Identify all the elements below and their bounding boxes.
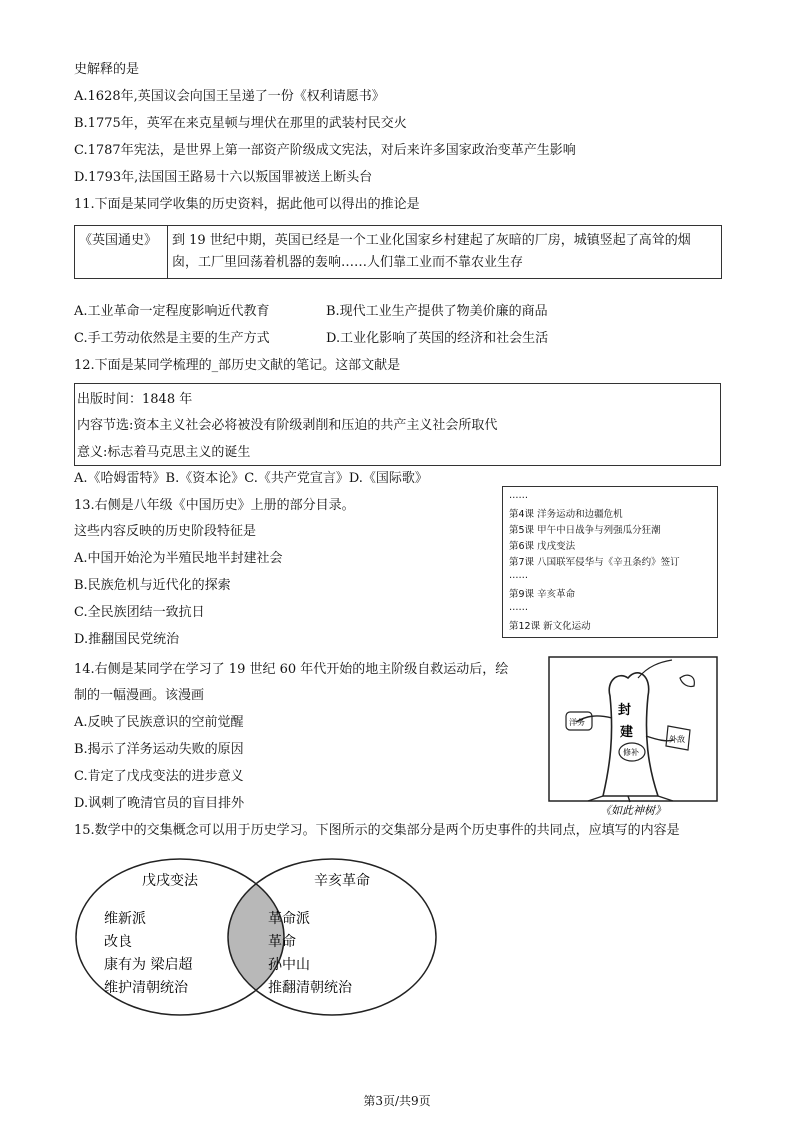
q14-cartoon — [548, 656, 718, 818]
cartoon-left-label: 洋务 — [569, 718, 585, 727]
venn-right-item: 推翻清朝统治 — [268, 980, 352, 996]
toc-line: …… — [509, 602, 528, 613]
venn-right-title: 辛亥革命 — [314, 873, 370, 889]
q11-option-d: D.工业化影响了英国的经济和社会生活 — [326, 331, 549, 346]
cartoon-fruit-label: 修补 — [623, 748, 639, 757]
toc-line: 第7课 八国联军侵华与《辛丑条约》签订 — [509, 557, 680, 568]
q11-source-title: 《英国通史》 — [75, 226, 168, 279]
q14-option-c: C.肯定了戊戌变法的进步意义 — [74, 769, 244, 784]
q13-stem: 13.右侧是八年级《中国历史》上册的部分目录。 — [74, 498, 355, 513]
venn-left-item: 康有为 梁启超 — [104, 957, 193, 973]
venn-right-item: 革命 — [268, 934, 296, 950]
q13-option-b: B.民族危机与近代化的探索 — [74, 578, 231, 593]
q14-stem-line-2: 制的一幅漫画。该漫画 — [74, 688, 205, 703]
cartoon-trunk-char-2: 建 — [620, 725, 634, 740]
venn-left-title: 戊戌变法 — [142, 873, 198, 889]
q11-source-line-1: 到 19 世纪中期，英国已经是一个工业化国家乡村建起了灰暗的厂房，城镇竖起了高耸的烟 — [172, 233, 691, 248]
q14-option-d: D.讽刺了晚清官员的盲目排外 — [74, 796, 245, 811]
toc-line: 第9课 辛亥革命 — [509, 589, 576, 600]
cartoon-right-label: 外敌 — [669, 735, 685, 744]
q11-source-text — [168, 226, 722, 279]
q12-stem: 12.下面是某同学梳理的_部历史文献的笔记。这部文献是 — [74, 358, 401, 373]
q13-option-a: A.中国开始沦为半殖民地半封建社会 — [74, 551, 283, 566]
q11-source-line-2: 囱，工厂里回荡着机器的轰响……人们靠工业而不靠农业生存 — [172, 255, 524, 270]
q12-notes-box — [74, 383, 721, 466]
cartoon-trunk-char-1: 封 — [618, 703, 632, 718]
q11-option-c: C.手工劳动依然是主要的生产方式 — [74, 331, 270, 346]
q14-stem-line-1: 14.右侧是某同学在学习了 19 世纪 60 年代开始的地主阶级自救运动后，绘 — [74, 662, 509, 677]
q12-note-excerpt: 内容节选:资本主义社会必将被没有阶级剥削和压迫的共产主义社会所取代 — [77, 418, 498, 433]
q11-option-b: B.现代工业生产提供了物美价廉的商品 — [326, 304, 548, 319]
cartoon-caption: 《如此神树》 — [600, 804, 666, 817]
q13-table-of-contents — [502, 486, 718, 638]
q13-sub: 这些内容反映的历史阶段特征是 — [74, 524, 257, 539]
q12-options: A.《哈姆雷特》B.《资本论》C.《共产党宣言》D.《国际歌》 — [74, 471, 428, 486]
toc-line: 第6课 戊戌变法 — [509, 541, 576, 552]
q15-stem: 15.数学中的交集概念可以用于历史学习。下图所示的交集部分是两个历史事件的共同点，应填写的内容是 — [74, 823, 680, 838]
q10-option-c: C.1787年宪法，是世界上第一部资产阶级成文宪法，对后来许多国家政治变革产生影响 — [74, 143, 576, 158]
q11-source-table — [74, 225, 722, 279]
q11-option-a: A.工业革命一定程度影响近代教育 — [74, 304, 270, 319]
q11-stem: 11.下面是某同学收集的历史资料，据此他可以得出的推论是 — [74, 197, 420, 212]
q14-option-a: A.反映了民族意识的空前觉醒 — [74, 715, 244, 730]
venn-left-item: 维新派 — [104, 911, 146, 927]
q10-stem-tail: 史解释的是 — [74, 62, 140, 77]
q10-option-b: B.1775年，英军在来克星顿与埋伏在那里的武装村民交火 — [74, 116, 407, 131]
venn-left-item: 维护清朝统治 — [104, 980, 188, 996]
toc-line: 第12课 新文化运动 — [509, 621, 591, 632]
q13-option-c: C.全民族团结一致抗日 — [74, 605, 205, 620]
q12-note-date: 出版时间：1848 年 — [77, 392, 193, 407]
q10-option-a: A.1628年,英国议会向国王呈递了一份《权利请愿书》 — [74, 89, 385, 104]
toc-line: 第4课 洋务运动和边疆危机 — [509, 509, 623, 520]
venn-left-item: 改良 — [104, 934, 132, 950]
page-footer: 第3页/共9页 — [363, 1094, 431, 1108]
q12-note-meaning: 意义:标志着马克思主义的诞生 — [77, 445, 251, 460]
q13-option-d: D.推翻国民党统治 — [74, 632, 180, 647]
venn-right-item: 孙中山 — [268, 957, 310, 973]
q14-option-b: B.揭示了洋务运动失败的原因 — [74, 742, 244, 757]
q10-option-d: D.1793年,法国国王路易十六以叛国罪被送上断头台 — [74, 170, 373, 185]
venn-right-item: 革命派 — [268, 911, 310, 927]
toc-line: 第5课 甲午中日战争与列强瓜分狂潮 — [509, 525, 661, 536]
toc-line: …… — [509, 570, 528, 581]
toc-line: …… — [509, 490, 528, 501]
q15-venn-diagram — [70, 855, 440, 1020]
